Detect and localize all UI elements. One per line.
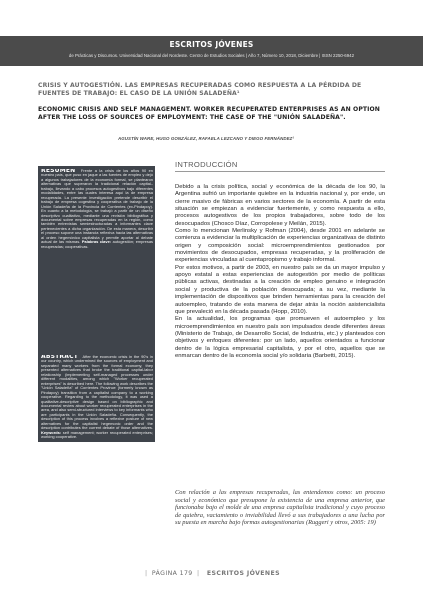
footer-separator: |	[197, 570, 200, 577]
abstract-spanish	[41, 169, 153, 350]
body-paragraph: En la actualidad, los programas que promueven el autoempleo y los microemprendimientos en nuestro país son impulsados desde diferentes áreas (Ministerio de Trabajo, de Desarrollo Social, de Industria, etc.) y planteados con objetivos y enfoques diferentes: por un lado, aquellos orientados a funcionar dentro de la lógica empresarial capitalista, y por el otro, aquellos que se enmarcan dentro de la economía social y/o solidaria (Barbetti, 2015).	[175, 316, 385, 359]
keywords-english: self management; worker recuperated enterprises; working cooperative.	[41, 429, 153, 440]
introduction-body	[175, 184, 385, 480]
footer-separator: |	[145, 570, 148, 577]
body-paragraph: Como lo mencionan Merlinsky y Rofman (2004), desde 2001 en adelante se comienza a evidenciar la multiplicación de experiencias organizativas de distinto origen y composición social: microemprendimientos gestionados por movimientos de desocupados, empresas recuperadas, y la proliferación de experiencias vinculadas al cuentapropismo y trabajo informal.	[175, 228, 385, 264]
keywords-spanish-label: Palabras clave:	[81, 239, 112, 245]
abstract-spanish-heading: RESUMEN	[41, 169, 76, 174]
journal-title: ESCRITOS JÓVENES	[169, 40, 254, 49]
section-heading-introduccion: INTRODUCCIÓN	[175, 160, 238, 169]
article-title-english: ECONOMIC CRISIS AND SELF MANAGEMENT. WORKER RECUPERATED ENTERPRISES AS AN OPTION AFTER THE LOSS OF SOURCES OF EMPLOYMENT: THE CASE OF THE "UNIÓN SALADEÑA".	[38, 106, 380, 121]
footer-journal-name: ESCRITOS JÓVENES	[206, 570, 280, 577]
body-paragraph: Debido a la crisis política, social y económica de la década de los 90, la Argentina sufrió un importante quiebre en la industria nacional y, por ende, un cierre masivo de fábricas en varios sectores de la economía. A partir de esta situación se empiezan a evidenciar fuertemente, y como respuesta a ello, procesos autogestivos de los propios trabajadores, sobre todo de los desocupados (Chosco Díaz, Corropolese y Meilán, 2015).	[175, 184, 385, 227]
abstract-english	[41, 355, 153, 440]
abstract-english-heading: ABSTRACT	[41, 355, 78, 360]
article-authors: AGUSTÍN WARE, HUGO GONZÁLEZ, RAFAELA LEZCANO Y DIEGO FERNÁNDEZ¹	[118, 136, 294, 141]
article-title-spanish: CRISIS Y AUTOGESTIÓN. LAS EMPRESAS RECUPERADAS COMO RESPUESTA A LA PÉRDIDA DE FUENTES DE TRABAJO: EL CASO DE LA UNIÓN SALADEÑA¹	[38, 82, 362, 97]
page-footer	[0, 570, 423, 577]
block-quote: Con relación a las empresas recuperadas, las entendemos como: un proceso social y económico que presupone la existencia de una empresa anterior, que funcionaba bajo el molde de una empresa capitalista tradicional y cuyo proceso de quiebra, vaciamiento o inviabilidad llevó a sus trabajadores a una lucha por su puesta en marcha bajo formas autogestionarias (Ruggeri y otros, 2005: 19)	[175, 489, 385, 527]
body-paragraph: Por estos motivos, a partir de 2003, en nuestro país se da un mayor impulso y apoyo estatal a estas experiencias de autogestión por medio de políticas públicas activas, destinadas a la creación de empleo genuino e integración social y productiva de la población desocupada; a su vez, mediante la implementación de dispositivos que brinden herramientas para la creación del autoempleo, tratando de esta manera de dejar atrás la noción asistencialista que prevaleció en la década pasada (Hopp, 2010).	[175, 264, 385, 315]
page-number: PÁGINA 179	[151, 570, 193, 577]
abstract-english-text: After the economic crisis in the 90's in our country, which undermined the sources of employment and separated many workers from the formal economy, they presented alternatives that broke the traditional capital-labor relationship (implementing self-managed processes under different modalities, among which "Worker recuperated enterprises" is described here. The following work describes the "Unión Saladeña" of Corrientes Province (formerly known as Pindapoy) transition from a capitalist company to a working cooperative. Regarding to the methodology, it was used a qualitative-descriptive design based on bibliographic and documental review about worker recuperated enterprises in the area, and also semi-structured interviews to key informants who are participants in the Unión Saladeña. Consequently, the description of this process involves a reflexive posture of new alternatives for the capitalist hegemonic order and the description contributes the current debate of those alternatives.	[41, 355, 153, 431]
keywords-english-label: Keywords:	[41, 429, 62, 435]
abstract-spanish-text: Frente a la crisis de los años 90 en nuestro país, que puso en jaque a las fuentes de empleo y dejó a algunos trabajadores de la economía formal, se plantearon alternativas que superaron la tradicional relación capital–trabajo, llevando a cabo procesos autogestivos bajo diferentes modalidades, entre las cuales interesa aquí la de empresa recuperada. La presente investigación pretende describir el trabajo de empresa cogestiva y cooperativa de trabajo de la Unión Saladeña de la Provincia de Corrientes (ex-Pindapoy). En cuanto a la metodología, se trabajó a partir de un diseño descriptivo cualitativo, mediante una revisión bibliográfica y documental sobre empresas recuperadas en la región, como también entrevistas semiestructuradas a informantes clave pertenecientes a dicha organización. De esta manera, describir el proceso supone una instancia reflexiva hacia las alternativas al orden hegemónico capitalista y permite aportar al debate actual de las mismas.	[41, 169, 153, 245]
keywords-spanish: autogestión; empresas recuperadas; cooperativas.	[41, 239, 153, 249]
journal-subtitle: de Prácticas y Discursos. Universidad Nacional del Nordeste. Centro de Estudios Sociales | Año 7, Número 10, 2018, Diciembre | ISSN 2250-6942	[68, 53, 355, 58]
section-divider	[175, 171, 385, 172]
